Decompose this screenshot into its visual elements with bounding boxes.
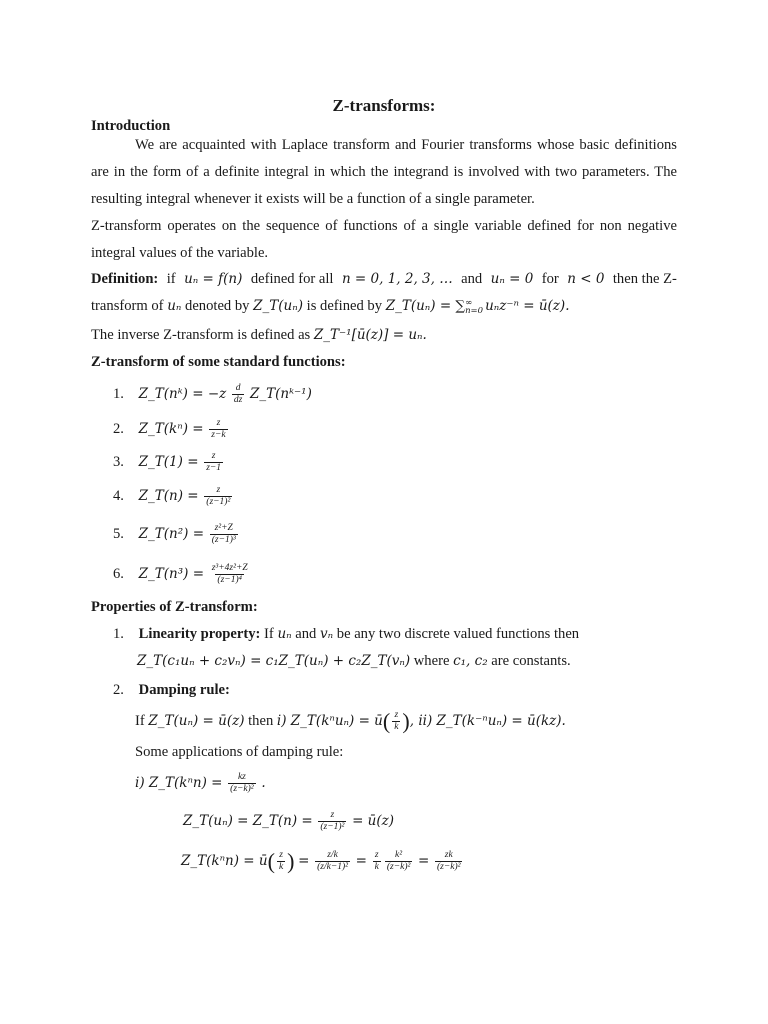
right-paren-icon: )	[402, 708, 410, 734]
standard-item-fraction: $\frac{\text{z³+4z²+Z}}{\text{(z−1)⁴}}$	[211, 563, 248, 585]
application-3-fraction-5: $\frac{zk}{\text{(z−k)²}}$	[436, 850, 461, 872]
standard-item-number: 3.	[113, 453, 124, 470]
property-1-formula-line	[137, 653, 677, 670]
standard-item-fraction: $\frac{z}{\text{(z−1)²}}$	[206, 485, 231, 507]
property-1-un: uₙ	[277, 626, 292, 642]
standard-item-5	[91, 523, 677, 546]
property-1-rest: be any two discrete valued functions then	[336, 626, 580, 642]
application-3-line	[181, 850, 677, 873]
property-1-label: Linearity property:	[138, 626, 261, 642]
right-paren-icon: )	[287, 848, 295, 874]
application-2-line	[183, 810, 677, 833]
standard-item-2	[91, 418, 677, 441]
standard-item-lhs: Z_T(n) =	[138, 487, 199, 504]
application-1-lhs: i) Z_T(kⁿn) =	[135, 774, 223, 791]
definition-and: and	[461, 271, 483, 287]
standard-item-number: 2.	[113, 420, 124, 437]
definition-is-defined-by: is defined by	[306, 298, 383, 314]
application-3-fraction-2: $\frac{z/k}{\text{(z/k−1)²}}$	[317, 850, 348, 872]
application-2-fraction: $\frac{z}{\text{(z−1)²}}$	[320, 810, 345, 832]
intro-paragraph-2: Z-transform operates on the sequence of functions of a single variable defined for non negative integral values of the variable.	[91, 218, 677, 261]
application-3-fraction-3: $\frac{z}{k}$	[374, 850, 379, 872]
definition-formula-rhs: uₙz⁻ⁿ = ū(z).	[485, 298, 570, 314]
standard-item-fraction: $\frac{\text{z²+Z}}{\text{(z−1)³}}$	[211, 523, 236, 545]
intro-paragraph-1: We are acquainted with Laplace transform and Fourier transforms whose basic definitions are in the form of a definite integral in which the integrand is involved with two parameters. The resulting integral whenever it exists will be a function of a single parameter.	[91, 137, 677, 207]
definition-then: then the Z-	[612, 271, 677, 287]
damping-formula-a: Z_T(uₙ) = ū(z)	[148, 712, 245, 729]
property-number: 2.	[113, 682, 124, 698]
standard-item-rhs: Z_T(nᵏ⁻¹)	[250, 385, 312, 402]
definition-for: for	[541, 271, 559, 287]
left-paren-icon: (	[267, 848, 275, 874]
linearity-formula: Z_T(c₁uₙ + c₂vₙ) = c₁Z_T(uₙ) + c₂Z_T(vₙ)	[137, 653, 411, 669]
definition-un: uₙ	[167, 298, 182, 314]
property-1-constants: c₁, c₂	[453, 653, 488, 669]
standard-item-lhs: Z_T(n³) =	[138, 565, 205, 582]
damping-then: then	[248, 712, 274, 729]
property-2-line	[91, 682, 677, 699]
damping-formula-b: i) Z_T(kⁿuₙ) = ū	[276, 712, 383, 729]
definition-formula-lhs: Z_T(uₙ) =	[385, 298, 456, 314]
damping-fraction: $\frac{z}{k}$	[394, 710, 399, 732]
property-1-vn: vₙ	[320, 626, 334, 642]
property-1-const-text: are constants.	[491, 653, 571, 669]
equals-sign: =	[355, 852, 367, 869]
definition-n-negative: n < 0	[567, 271, 605, 287]
definition-n-values: n = 0, 1, 2, 3, …	[341, 271, 453, 287]
standard-item-fraction: $\frac{z}{z-k}$	[211, 418, 226, 440]
definition-un-zero: uₙ = 0	[490, 271, 534, 287]
definition-if: if	[166, 271, 176, 287]
application-2-lhs: Z_T(uₙ) = Z_T(n) =	[183, 812, 313, 829]
page-title: Z-transforms:	[332, 96, 436, 115]
standard-item-lhs: Z_T(1) =	[138, 453, 199, 470]
standard-item-number: 1.	[113, 385, 124, 402]
application-1-line	[135, 772, 677, 795]
equals-sign: =	[298, 852, 310, 869]
definition-denoted-by: denoted by	[185, 298, 250, 314]
equals-sign: =	[418, 852, 430, 869]
property-number: 1.	[113, 626, 124, 642]
damping-formula-c: , ii) Z_T(k⁻ⁿuₙ) = ū(kz).	[409, 712, 566, 729]
standard-item-number: 6.	[113, 565, 124, 582]
summation-limits: ∞ n=0	[465, 297, 484, 316]
application-1-fraction: $\frac{kz}{\text{(z−k)²}}$	[230, 772, 254, 794]
definition-transform-of: transform of	[91, 298, 164, 314]
application-3-fraction-4: $\frac{\text{k²}}{\text{(z−k)²}}$	[386, 850, 411, 872]
definition-formula	[386, 298, 570, 314]
summation-icon: ∑	[455, 298, 466, 314]
property-1-line	[91, 626, 677, 643]
application-3-lhs: Z_T(kⁿn) = ū	[181, 852, 268, 869]
intro-heading: Introduction	[91, 118, 171, 134]
application-2-rhs: = ū(z)	[352, 812, 395, 829]
inverse-text: The inverse Z-transform is defined as	[91, 327, 311, 343]
standard-item-6	[91, 563, 677, 586]
properties-heading: Properties of Z-transform:	[91, 599, 258, 615]
application-1-tail: .	[261, 774, 266, 791]
damping-rule-line	[135, 710, 677, 733]
standard-item-4	[91, 485, 677, 508]
standard-item-1	[91, 383, 677, 406]
property-1-if: If	[264, 626, 274, 642]
standard-item-3	[91, 451, 677, 474]
standard-item-lhs: Z_T(nᵏ) = −z	[138, 385, 227, 402]
definition-line-2	[91, 298, 677, 315]
applications-text: Some applications of damping rule:	[135, 744, 344, 760]
standard-item-lhs: Z_T(n²) =	[138, 525, 205, 542]
definition-un-fn: uₙ = f(n)	[184, 271, 243, 287]
standard-item-number: 4.	[113, 487, 124, 504]
standard-item-lhs: Z_T(kⁿ) =	[138, 420, 204, 437]
standard-item-number: 5.	[113, 525, 124, 542]
application-3-fraction-1: $\frac{z}{k}$	[278, 850, 284, 872]
inverse-formula: Z_T⁻¹[ū(z)] = uₙ.	[313, 327, 427, 343]
standard-item-fraction: $\frac{d}{dz}$	[233, 383, 243, 405]
property-1-and: and	[295, 626, 317, 642]
inverse-line	[91, 327, 677, 344]
standard-heading: Z-transform of some standard functions:	[91, 354, 346, 370]
property-2-label: Damping rule:	[138, 682, 230, 698]
standard-item-fraction: $\frac{z}{z-1}$	[206, 451, 222, 473]
damping-if: If	[135, 712, 145, 729]
definition-line-1	[91, 271, 677, 288]
definition-defined-for-all: defined for all	[250, 271, 334, 287]
definition-zt-un: Z_T(uₙ)	[253, 298, 303, 314]
property-1-where: where	[413, 653, 450, 669]
definition-label: Definition:	[91, 271, 159, 287]
left-paren-icon: (	[382, 708, 391, 734]
